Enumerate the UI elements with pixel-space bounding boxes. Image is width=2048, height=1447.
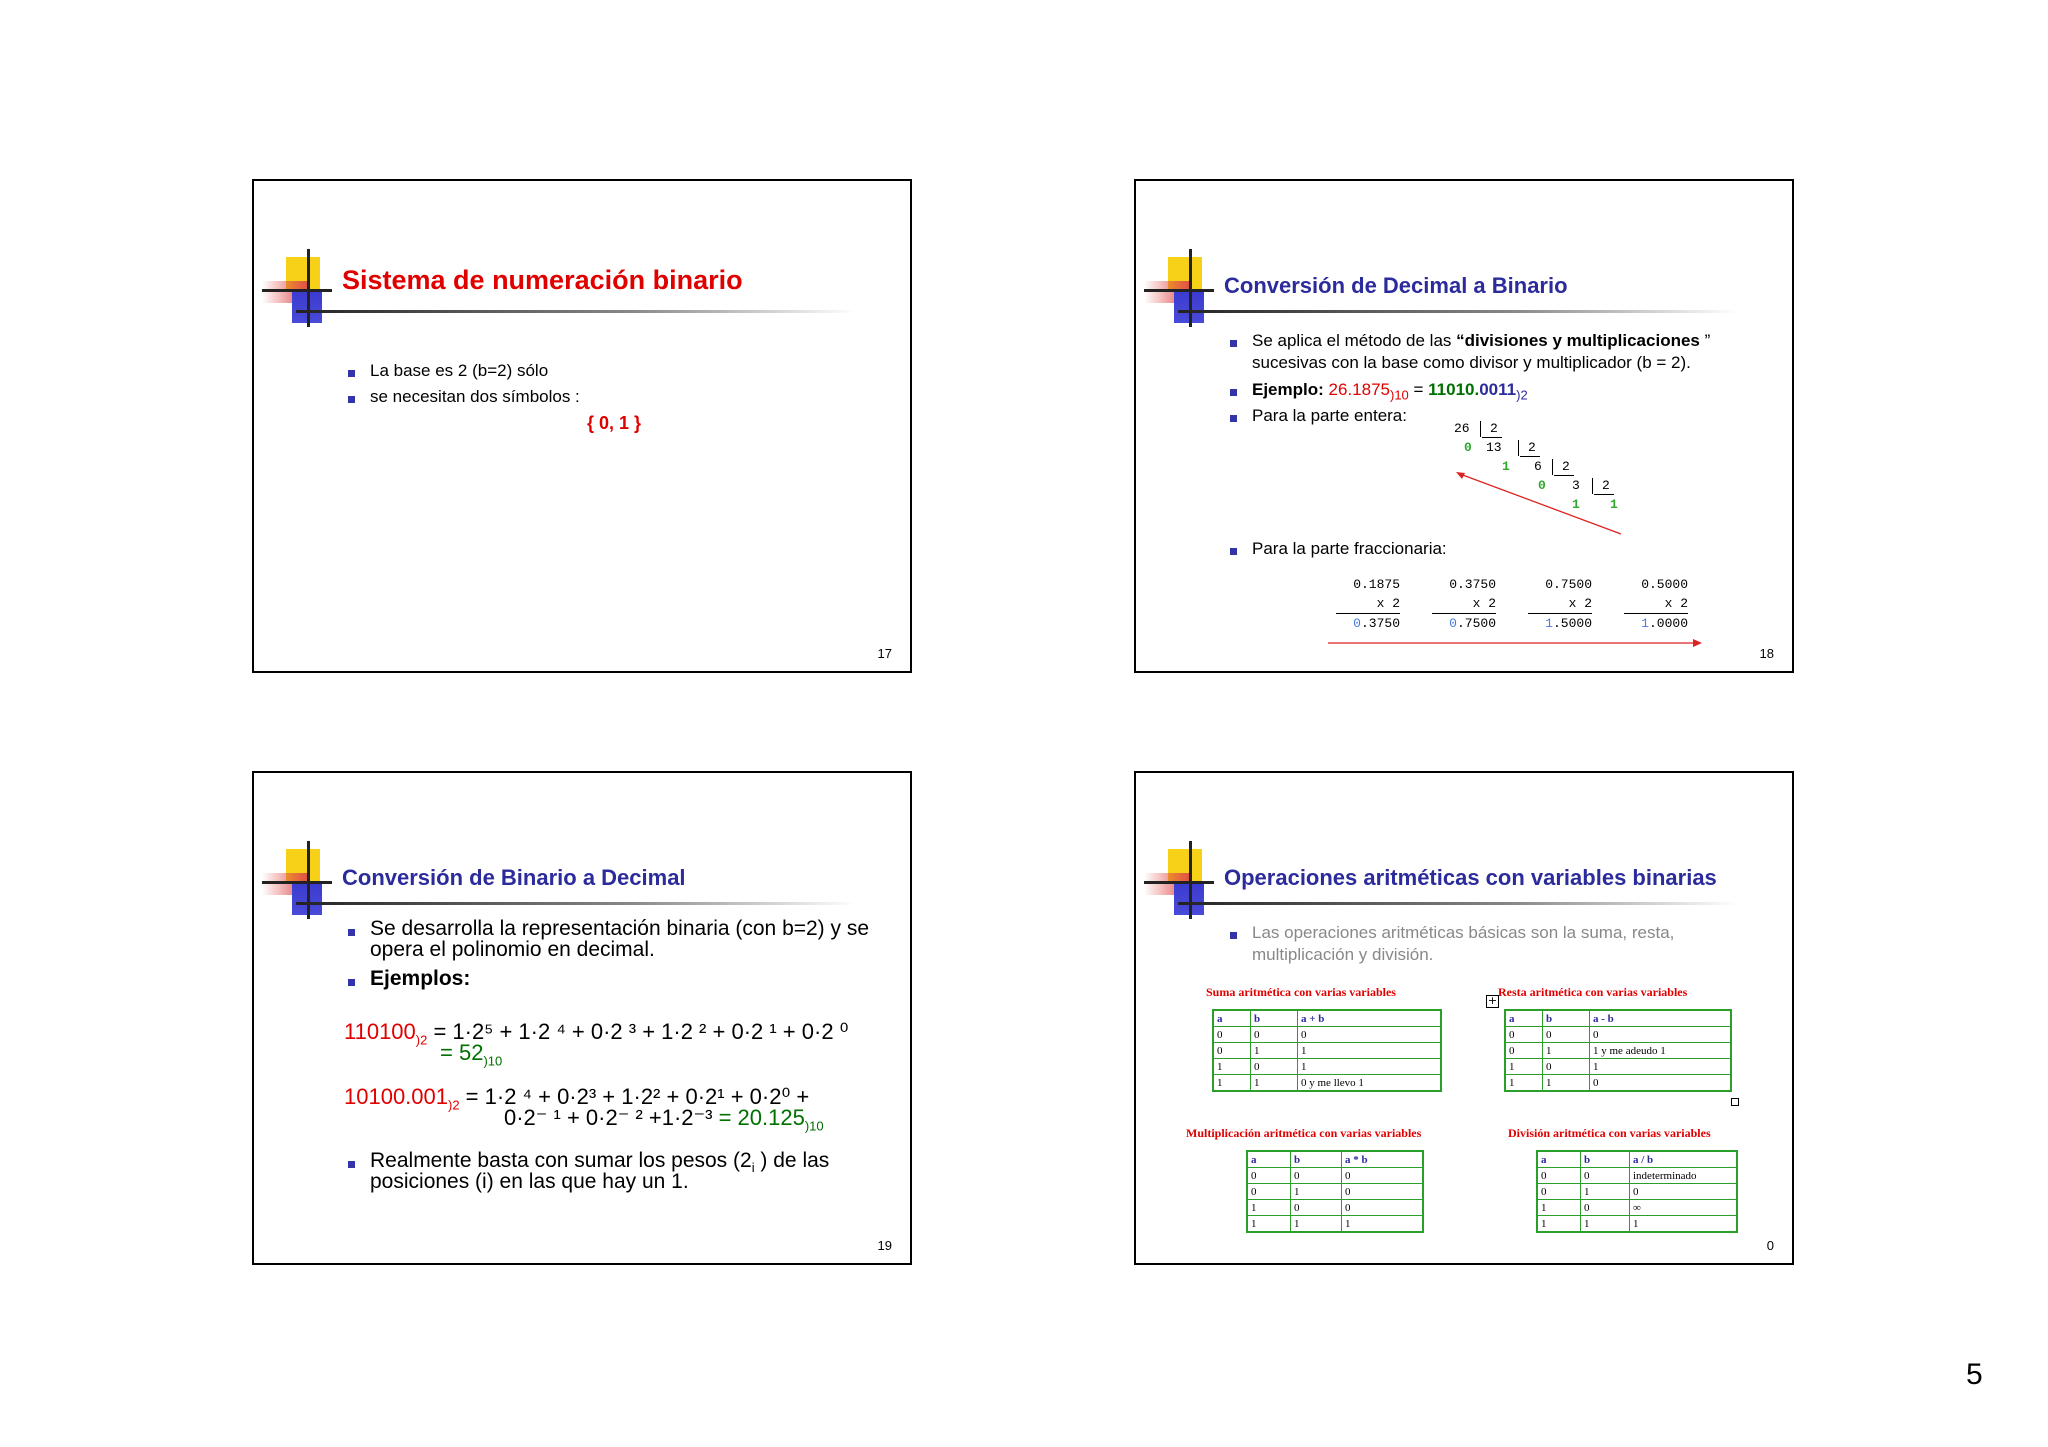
- bullet-operations: Las operaciones aritméticas básicas son la suma, resta,: [1252, 923, 1675, 942]
- page-number: 17: [877, 646, 892, 661]
- caption-division: División aritmética con varias variables: [1508, 1126, 1711, 1140]
- bullet-polynomial: Se desarrolla la representación binaria (con b=2) y se: [370, 917, 870, 940]
- title-decoration: [262, 841, 332, 919]
- page-number: 18: [1759, 646, 1774, 661]
- bullet-2: se necesitan dos símbolos :: [370, 387, 580, 406]
- slide-19: [252, 771, 912, 1265]
- bullet-examples: Ejemplos:: [370, 967, 471, 990]
- fraction-mult-1: 0.1875 x 2 0.3750: [1336, 575, 1400, 633]
- table-resta: a b a - b 0 0 0 0 1 1 y me adeudo 1 1 0 1 1 1 0: [1504, 1009, 1732, 1092]
- resize-handle: [1731, 1098, 1739, 1106]
- example-2: $10100.001_{)2} = 1\cdot 2$ ⁴ + 0·2³ + 1·2² + 0·2¹ + 0·2⁰ +: [344, 1084, 810, 1113]
- bullet-operations-line2: multiplicación y división.: [1252, 945, 1434, 964]
- bullet-weights: Realmente basta con sumar los pesos ($2_i$ ) de las: [370, 1149, 830, 1176]
- fraction-mult-2: 0.3750 x 2 0.7500: [1432, 575, 1496, 633]
- bullet-1: La base es 2 (b=2) sólo: [370, 361, 549, 380]
- move-handle-icon: +: [1487, 994, 1498, 1007]
- example-2-line2: 0·2⁻ ¹ + 0·2⁻ $^2 +1\cdot 2^{-3} = 20.125_{)10}$: [504, 1105, 824, 1134]
- example-1-result: = $52_{)10}$: [440, 1040, 503, 1069]
- page-number: 19: [877, 1238, 892, 1253]
- bullet-method: Se aplica el método de las “divisiones y multiplicaciones ”: [1252, 331, 1711, 350]
- table-suma: a b a + b 0 0 0 0 1 1 1 0 1 1 1 0 y me llevo 1: [1212, 1009, 1442, 1092]
- table-division: a b a / b 0 0 indeterminado 0 1 0 1 0 ∞ 1 1 1: [1536, 1150, 1738, 1233]
- slide-17: [252, 179, 912, 673]
- document-page-number: 5: [1966, 1358, 1983, 1391]
- division-ladder: 26 2 0 13 2 1 6 2 0 3 2 1 1: [1454, 421, 1618, 512]
- slide-0: [1134, 771, 1794, 1265]
- bullet-fraction-part: Para la parte fraccionaria:: [1252, 539, 1447, 558]
- caption-multiplicacion: Multiplicación aritmética con varias variables: [1186, 1126, 1422, 1140]
- bullet-polynomial-line2: opera el polinomio en decimal.: [370, 938, 655, 961]
- page-number: 0: [1766, 1238, 1774, 1253]
- slide-18: [1134, 179, 1794, 673]
- caption-suma: Suma aritmética con varias variables: [1206, 985, 1396, 999]
- title-decoration: [1144, 841, 1214, 919]
- binary-symbols: { 0, 1 }: [587, 413, 642, 433]
- table-multiplicacion: a b a * b 0 0 0 0 1 0 1 0 0 1 1 1: [1246, 1150, 1424, 1233]
- slide-title: Conversión de Decimal a Binario: [1224, 273, 1568, 298]
- caption-resta: Resta aritmética con varias variables: [1498, 985, 1688, 999]
- fraction-direction-arrow: [1326, 637, 1706, 649]
- bullet-weights-line2: posiciones (i) en las que hay un 1.: [370, 1170, 689, 1193]
- bullet-method-line2: sucesivas con la base como divisor y multiplicador (b = 2).: [1252, 353, 1691, 372]
- title-decoration: [262, 249, 332, 327]
- example-1: $110100_{)2} = 1\cdot 2^5 + 1\cdot 2$ ⁴ + 0·2 ³ + 1·2 ² + 0·2 ¹ + 0·2 ⁰: [344, 1019, 849, 1048]
- slide-title: Conversión de Binario a Decimal: [342, 865, 686, 890]
- slide-title: Sistema de numeración binario: [342, 265, 743, 295]
- bullet-integer-part: Para la parte entera:: [1252, 406, 1407, 425]
- bullet-example: Ejemplo: $26.1875_{)10} = 11010.0011_{)2}$: [1252, 380, 1528, 403]
- read-direction-arrow: [1456, 471, 1626, 541]
- slide-title: Operaciones aritméticas con variables binarias: [1224, 865, 1717, 890]
- fraction-mult-4: 0.5000 x 2 1.0000: [1624, 575, 1688, 633]
- fraction-mult-3: 0.7500 x 2 1.5000: [1528, 575, 1592, 633]
- title-decoration: [1144, 249, 1214, 327]
